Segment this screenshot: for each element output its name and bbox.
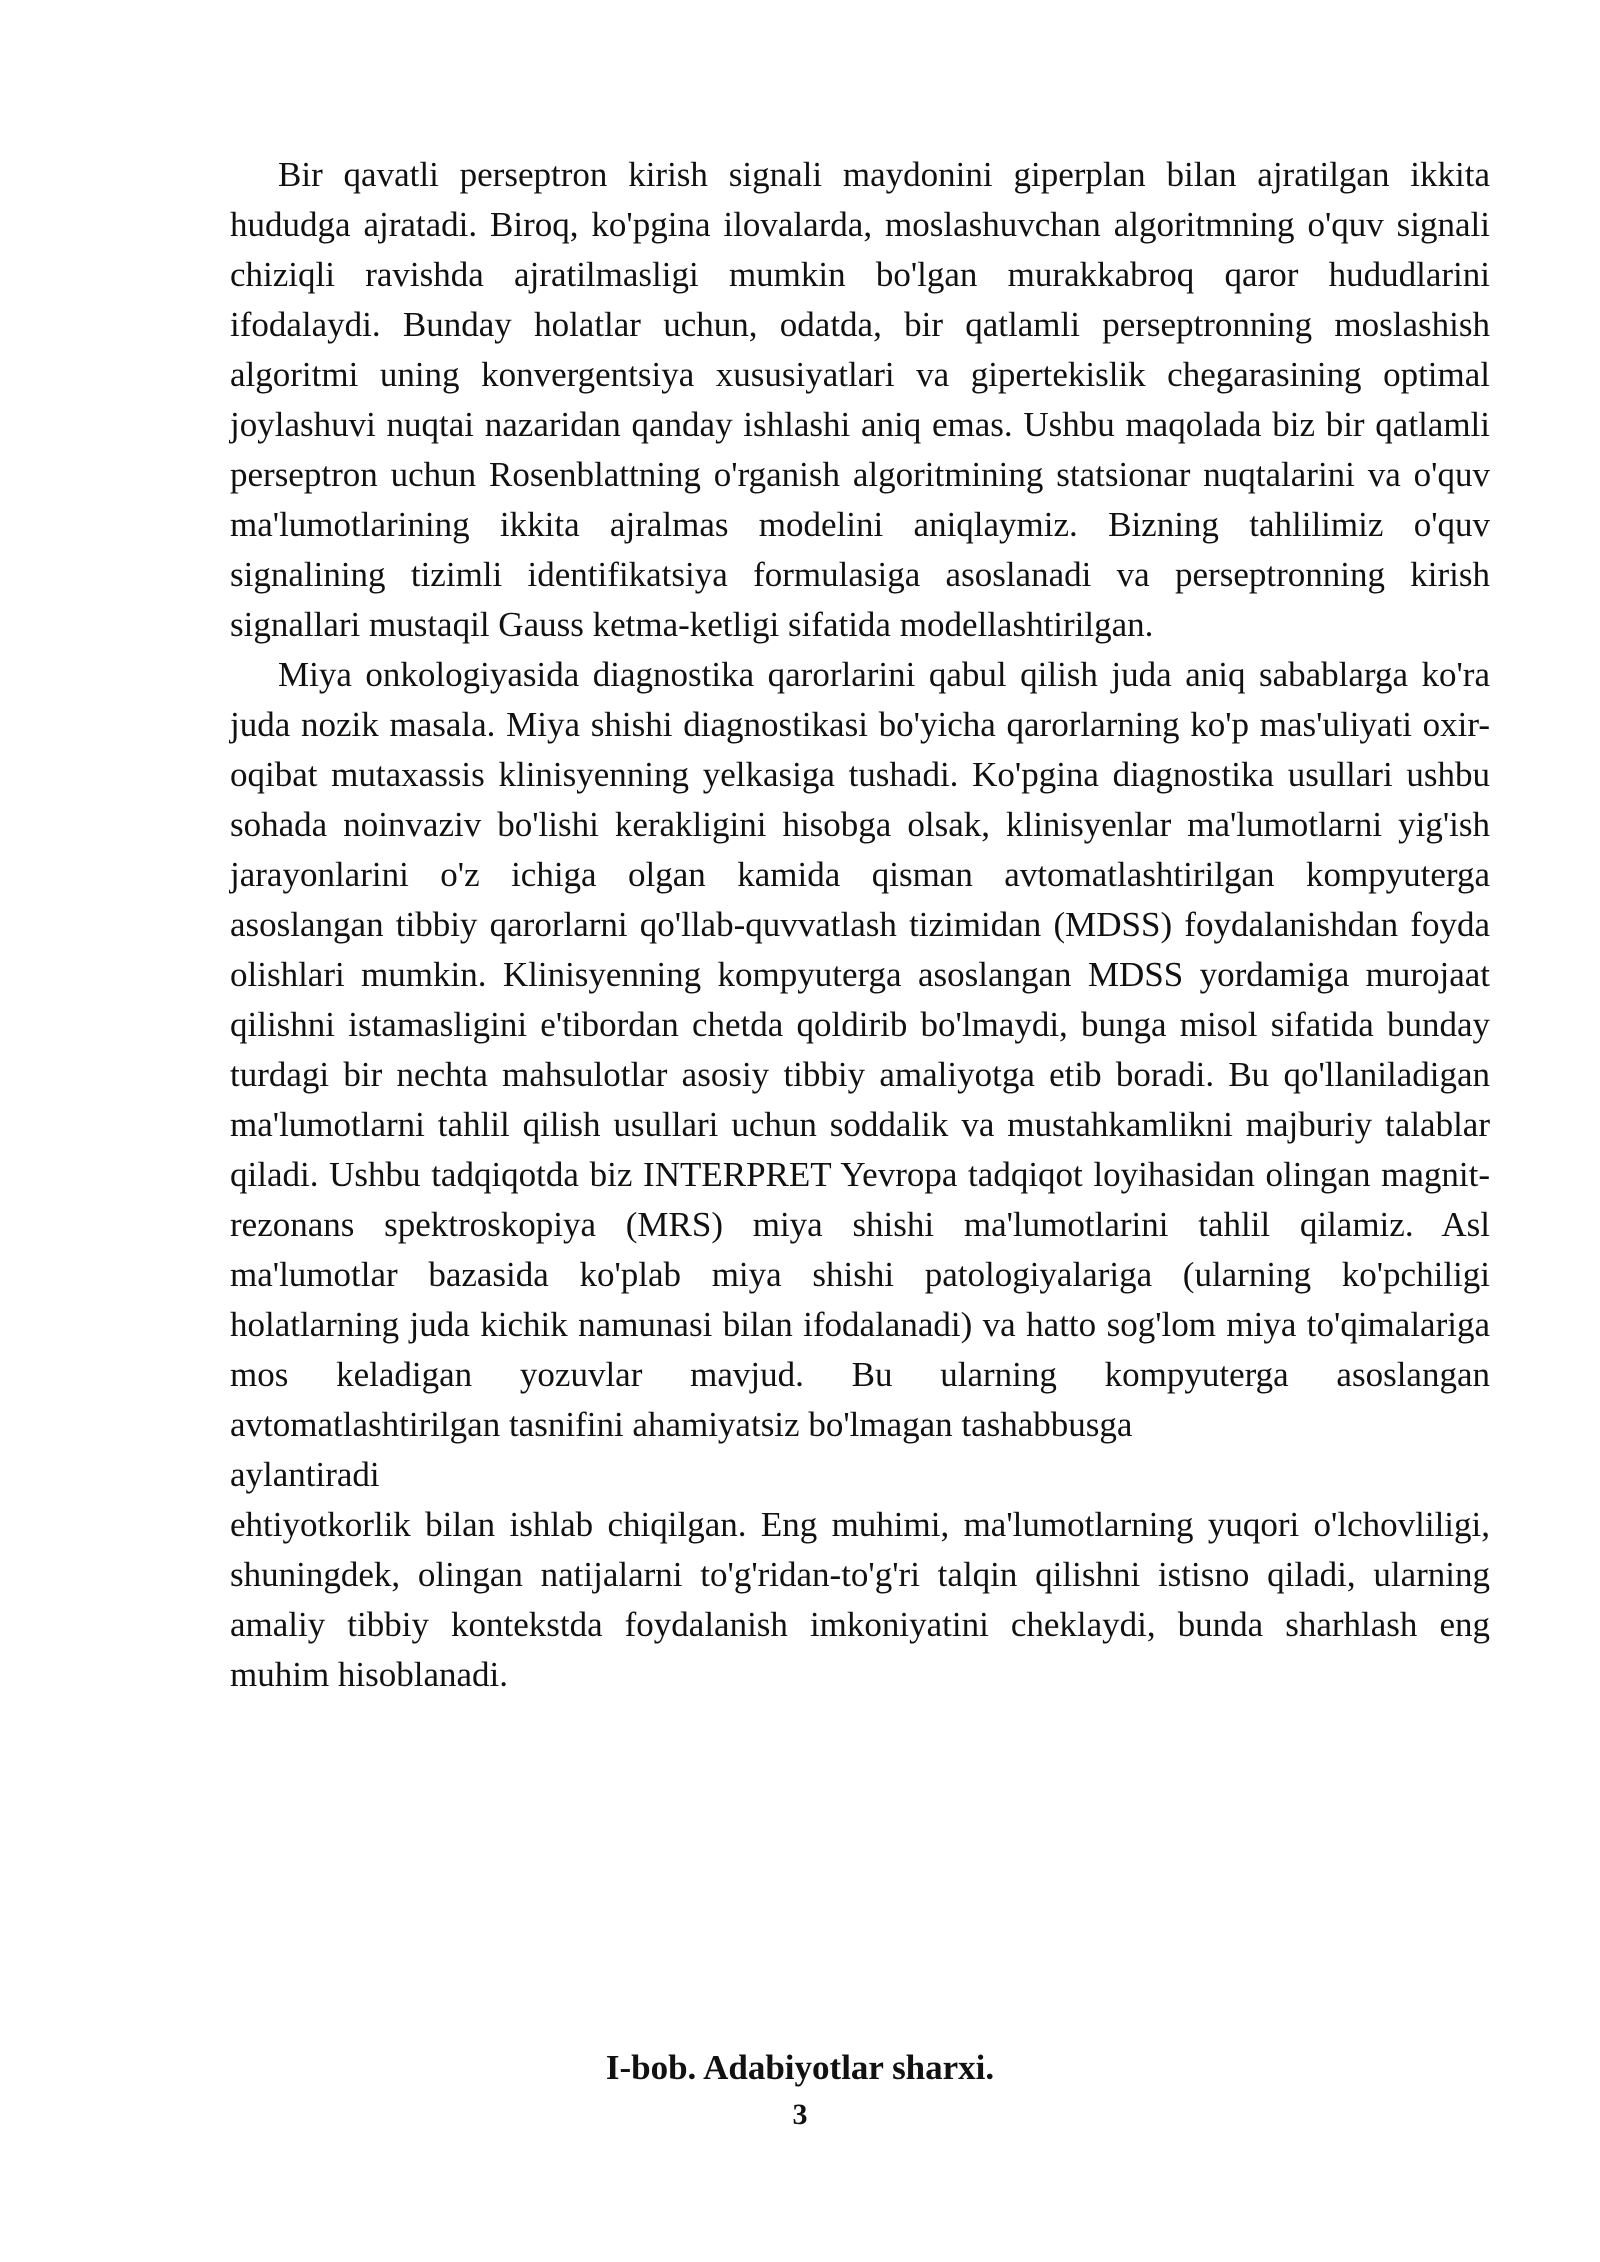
paragraph-continuation-line: aylantiradi xyxy=(230,1455,380,1494)
chapter-heading: I-bob. Adabiyotlar sharxi. xyxy=(605,2048,995,2087)
paragraph-brain-oncology: Miya onkologiyasida diagnostika qarorlarini qabul qilish juda aniq sabablarga ko'ra juda nozik masala. Miya shishi diagnostikasi bo'yicha qarorlarning ko'p mas'uliyati oxir-oqibat mutaxassis klinisyenning yelkasiga tushadi. Ko'pgina diagnostika usullari ushbu sohada noinvaziv bo'lishi kerakligini hisobga olsak, klinisyenlar ma'lumotlarni yig'ish jarayonlarini o'z ichiga olgan kamida qisman avtomatlashtirilgan kompyuterga asoslangan tibbiy qarorlarni qo'llab-quvvatlash tizimidan (MDSS) foydalanishdan foyda olishlari mumkin. Klinisyenning kompyuterga asoslangan MDSS yordamiga murojaat qilishni istamasligini e'tibordan chetda qoldirib bo'lmaydi, bunga misol sifatida bunday turdagi bir nechta mahsulotlar asosiy tibbiy amaliyotga etib boradi. Bu qo'llaniladigan ma'lumotlarni tahlil qilish usullari uchun soddalik va mustahkamlikni majburiy talablar qiladi. Ushbu tadqiqotda biz INTERPRET Yevropa tadqiqot loyihasidan olingan magnit-rezonans spektroskopiya (MRS) miya shishi ma'lumotlarini tahlil qilamiz. Asl ma'lumotlar bazasida ko'plab miya shishi patologiyalariga (ularning ko'pchiligi holatlarning juda kichik namunasi bilan ifodalanadi) va hatto sog'lom miya to'qimalariga mos keladigan yozuvlar mavjud. Bu ularning kompyuterga asoslangan avtomatlashtirilgan tasnifini ahamiyatsiz bo'lmagan tashabbusga xyxy=(230,655,1490,1444)
paragraph-perceptron: Bir qavatli perseptron kirish signali maydonini giperplan bilan ajratilgan ikkita hududga ajratadi. Biroq, ko'pgina ilovalarda, moslashuvchan algoritmning o'quv signali chiziqli ravishda ajratilmasligi mumkin bo'lgan murakkabroq qaror hududlarini ifodalaydi. Bunday holatlar uchun, odatda, bir qatlamli perseptronning moslashish algoritmi uning konvergentsiya xususiyatlari va gipertekislik chegarasining optimal joylashuvi nuqtai nazaridan qanday ishlashi aniq emas. Ushbu maqolada biz bir qatlamli perseptron uchun Rosenblattning o'rganish algoritmining statsionar nuqtalarini va o'quv ma'lumotlarining ikkita ajralmas modelini aniqlaymiz. Bizning tahlilimiz o'quv signalining tizimli identifikatsiya formulasiga asoslanadi va perseptronning kirish signallari mustaqil Gauss ketma-ketligi sifatida modellashtirilgan. xyxy=(230,155,1490,644)
body-text xyxy=(230,150,1490,1700)
page-number: 3 xyxy=(792,2098,808,2131)
paragraph-conclusion: ehtiyotkorlik bilan ishlab chiqilgan. Eng muhimi, ma'lumotlarning yuqori o'lchovliligi, shuningdek, olingan natijalarni to'g'ridan-to'g'ri talqin qilishni istisno qiladi, ularning amaliy tibbiy kontekstda foydalanish imkoniyatini cheklaydi, bunda sharhlash eng muhim hisoblanadi. xyxy=(230,1505,1490,1694)
